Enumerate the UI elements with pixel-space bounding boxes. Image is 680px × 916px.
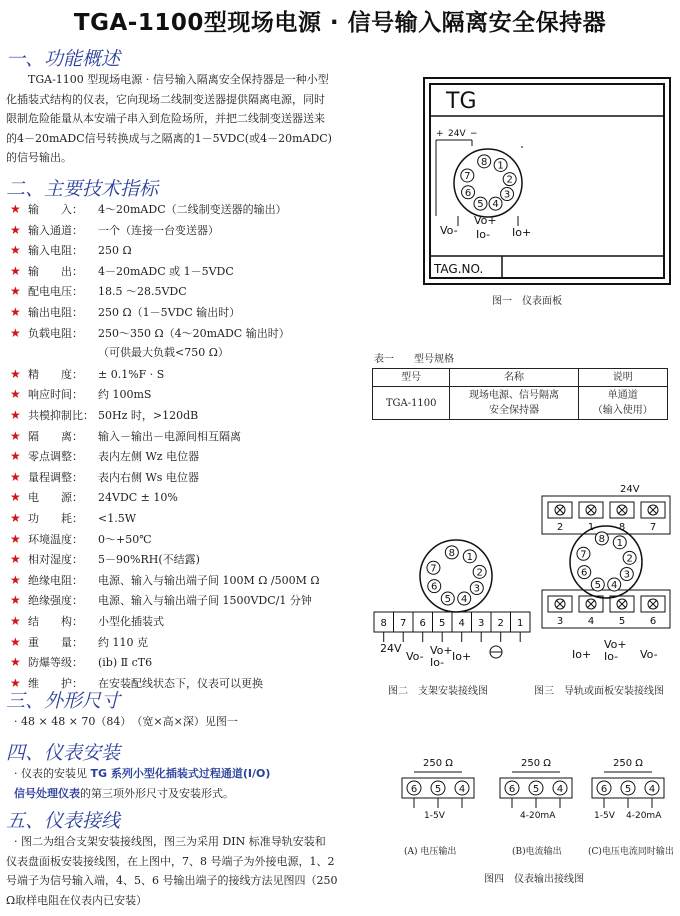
bracket-pin-number: 8: [448, 547, 456, 559]
spec-label: 重 量：: [28, 635, 83, 649]
spec-row: [10, 530, 152, 548]
rail-label-io-minus: Io-: [604, 650, 619, 663]
section-heading-specs: 二、主要技术指标: [6, 178, 159, 200]
bracket-label-24v: 24V: [380, 642, 402, 655]
spec-value: ± 0.1%F · S: [98, 367, 165, 381]
star-bullet-icon: ★: [10, 552, 21, 567]
spec-value: 电源、输入与输出端子间 100M Ω /500M Ω: [98, 573, 320, 587]
spec-label: 输入电阻：: [28, 244, 83, 258]
bracket-terminal-number: 4: [458, 618, 465, 629]
spec-label: 绝缘强度：: [28, 594, 83, 608]
spec-value: (ib) Ⅱ cT6: [98, 656, 153, 670]
spec-value: <1.5W: [98, 512, 137, 525]
table-header-note: 说明: [578, 369, 667, 387]
figure-4-output-wiring: [396, 756, 672, 826]
spec-row: [10, 324, 290, 342]
figure-4b-caption: (B)电流输出: [512, 847, 562, 857]
star-bullet-icon: ★: [10, 284, 21, 299]
bracket-label-io-plus: Io+: [452, 650, 472, 663]
install-series-link[interactable]: TG 系列小型化插装式过程通道(I/O): [90, 767, 271, 780]
spec-value: 250 Ω: [98, 244, 132, 258]
spec-label: 隔 离：: [28, 429, 83, 443]
output-diagram-current: [500, 758, 572, 821]
svg-text:6: 6: [508, 784, 516, 795]
spec-label: 输 入：: [28, 203, 83, 216]
wiring-line: 号端子为信号输入端，4、5、6 号输出端子的接线方法见图四（250: [6, 874, 338, 887]
spec-row: [10, 509, 136, 527]
spec-label: 绝缘电阻：: [28, 573, 83, 587]
figure-4c-caption: (C)电压电流同时输出: [588, 847, 674, 857]
rail-24v-label: 24V: [620, 484, 640, 495]
figure-4a-caption: (A) 电压输出: [404, 847, 457, 857]
rail-top-terminal-number: 2: [556, 522, 564, 533]
bracket-pin-ring: [427, 546, 486, 605]
star-bullet-icon: ★: [10, 593, 21, 608]
star-bullet-icon: ★: [10, 243, 21, 258]
svg-text:−: −: [470, 129, 478, 139]
rail-top-terminal-number: 8: [618, 522, 626, 533]
svg-text:4: 4: [648, 784, 656, 795]
spec-value: 在安装配线状态下，仪表可以更换: [98, 676, 263, 690]
spec-value: 电源、输入与输出端子间 1500VDC/1 分钟: [98, 594, 312, 608]
spec-row: [10, 633, 148, 651]
dimensions-text: · 48 × 48 × 70（84） （宽×高×深）见图一: [14, 715, 238, 728]
figure-1-panel: [422, 76, 674, 288]
spec-label: 共模抑制比：: [28, 409, 94, 422]
bracket-pin-number: 1: [466, 551, 473, 563]
rail-pin-number: 7: [580, 549, 587, 561]
wiring-line: 仪表盘面板安装接线图，在上图中，7、8 号端子为外接电源，1、2: [6, 854, 335, 868]
spec-row: [10, 406, 198, 424]
star-bullet-icon: ★: [10, 202, 21, 216]
panel-pin-number: 2: [506, 174, 513, 186]
panel-pin-number: 3: [503, 189, 511, 201]
svg-text:5: 5: [532, 784, 540, 795]
star-bullet-icon: ★: [10, 655, 21, 670]
rail-pin-number: 1: [616, 537, 623, 549]
spec-label: 结 构：: [28, 615, 83, 628]
install-prefix: · 仪表的安装见: [14, 767, 91, 780]
rail-pin-number: 2: [626, 553, 633, 565]
output-diagram-both: [592, 758, 664, 821]
section-heading-install: 四、仪表安装: [6, 742, 121, 764]
table-row: [373, 387, 668, 420]
overview-line: 的4－20mADC信号转换成与之隔离的1－5VDC(或4－20mADC): [6, 131, 332, 145]
svg-text:4: 4: [458, 784, 466, 795]
model-spec-table: [372, 368, 668, 420]
bracket-terminal-number: 8: [380, 618, 387, 629]
spec-value: 小型化插装式: [98, 615, 164, 628]
rail-top-terminal-number: 1: [587, 522, 595, 533]
bracket-pin-number: 7: [430, 563, 437, 575]
spec-row: [10, 612, 164, 630]
spec-row: [10, 468, 199, 486]
overview-line: 的信号输出。: [6, 151, 72, 164]
panel-pin-number: 8: [480, 156, 488, 168]
star-bullet-icon: ★: [10, 675, 21, 690]
panel-24v-label: 24V: [448, 129, 466, 139]
sample-resistor-label: 250 Ω: [423, 758, 453, 769]
table-1-caption: 表一 型号规格: [374, 354, 454, 365]
star-bullet-icon: ★: [10, 469, 21, 484]
section-heading-overview: 一、功能概述: [6, 48, 121, 70]
panel-pin-number: 5: [477, 199, 484, 211]
spec-label: 量程调整：: [28, 470, 83, 484]
spec-label: 零点调整：: [28, 450, 83, 464]
bracket-terminal-number: 1: [517, 618, 524, 629]
spec-label: 电 源：: [28, 491, 83, 505]
table-cell-name: 现场电源、信号隔离 安全保持器: [450, 387, 578, 420]
bracket-terminal-number: 7: [400, 618, 407, 629]
spec-row: [10, 571, 319, 589]
star-bullet-icon: ★: [10, 305, 21, 319]
star-bullet-icon: ★: [10, 531, 21, 546]
spec-value: 表内左侧 Wz 电位器: [98, 450, 200, 464]
overview-line: 化插装式结构的仪表，它向现场二线制变送器提供隔离电源，同时: [6, 92, 325, 106]
spec-row: [10, 385, 151, 403]
section-heading-dimensions: 三、外形尺寸: [6, 690, 121, 712]
spec-value: 5－90%RH(不结露): [98, 553, 200, 567]
rail-label-vo-minus: Vo-: [640, 648, 658, 661]
figure-2-bracket-wiring: [372, 530, 532, 680]
svg-text:5: 5: [624, 784, 632, 795]
spec-row: [10, 488, 178, 506]
spec-label: 防爆等级：: [28, 656, 83, 670]
rail-top-terminals: [548, 502, 665, 533]
rail-bottom-terminal-number: 3: [556, 616, 564, 627]
svg-text:+: +: [436, 129, 444, 139]
rail-top-terminal-number: 7: [649, 522, 657, 533]
spec-row: [10, 653, 152, 671]
bracket-pin-number: 4: [461, 594, 468, 606]
star-bullet-icon: ★: [10, 449, 21, 464]
spec-label: 维 护：: [28, 676, 83, 690]
overview-line: 限制危险能量从本安端子串入到危险场所，并把二线制变送器送来: [6, 112, 325, 125]
spec-value: 50Hz 时，>120dB: [98, 409, 199, 422]
spec-row: [10, 303, 240, 321]
bracket-terminal-number: 2: [497, 618, 504, 629]
spec-value: 24VDC ± 10%: [98, 491, 178, 505]
spec-label: 精 度：: [28, 367, 83, 381]
bracket-terminal-number: 5: [439, 618, 446, 629]
star-bullet-icon: ★: [10, 614, 21, 628]
panel-label-io-minus: Io-: [476, 228, 491, 241]
star-bullet-icon: ★: [10, 572, 21, 587]
install-series-link-cont[interactable]: 信号处理仪表: [14, 786, 80, 800]
wiring-line: Ω取样电阻在仪表内已安装）: [6, 893, 148, 907]
bracket-pin-number: 3: [473, 583, 480, 595]
svg-text:4: 4: [556, 784, 564, 795]
figure-1-caption: 图一 仪表面板: [492, 296, 562, 307]
panel-label-io-plus: Io+: [512, 226, 532, 239]
spec-row: [10, 221, 219, 239]
figure-4-caption: 图四 仪表输出接线图: [484, 874, 584, 885]
sample-resistor-label: 250 Ω: [613, 758, 643, 769]
spec-row: [10, 344, 229, 362]
spec-label: 相对湿度：: [28, 553, 83, 567]
bracket-label-vo-plus: Vo+: [430, 644, 453, 657]
output-voltage-label: 1-5V: [424, 811, 445, 821]
spec-label: 输 出：: [28, 264, 83, 278]
spec-value: 4－20mADC 或 1－5VDC: [98, 264, 234, 278]
table-cell-note: 单通道 （输入使用）: [578, 387, 667, 420]
rail-pin-number: 5: [594, 580, 601, 592]
spec-label: 响应时间：: [28, 388, 83, 402]
page-title: TGA-1100型现场电源 · 信号输入隔离安全保持器: [73, 10, 607, 36]
panel-pin-number: 1: [497, 160, 504, 172]
bracket-label-io-minus: Io-: [430, 656, 445, 669]
spec-value: 18.5 ～28.5VDC: [98, 285, 187, 299]
figure-3-rail-wiring: [540, 482, 672, 678]
spec-value: 输入－输出－电源间相互隔离: [98, 429, 241, 443]
spec-value: 约 100mS: [98, 388, 152, 402]
svg-text:5: 5: [434, 784, 442, 795]
star-bullet-icon: ★: [10, 263, 21, 278]
panel-label-vo-plus: Vo+: [474, 214, 497, 227]
rail-pin-number: 4: [611, 580, 618, 592]
star-bullet-icon: ★: [10, 428, 21, 443]
spec-label: 输出电阻：: [28, 306, 83, 319]
panel-pin-ring: [461, 155, 516, 210]
wiring-text: [6, 832, 376, 910]
spec-row: [10, 200, 287, 218]
spec-value: （可供最大负载<750 Ω）: [98, 346, 229, 360]
spec-value: 0～+50℃: [98, 532, 152, 546]
output-current-label: 4-20mA: [520, 811, 556, 821]
panel-tag-label: TAG.NO.: [434, 262, 484, 276]
spec-label: 负载电阻：: [28, 326, 83, 340]
section-heading-wiring: 五、仪表接线: [6, 810, 121, 832]
bracket-pin-number: 6: [431, 581, 438, 593]
spec-row: [10, 427, 241, 445]
star-bullet-icon: ★: [10, 387, 21, 402]
rail-pin-number: 3: [623, 569, 630, 581]
spec-row: [10, 365, 164, 383]
spec-value: 250 Ω（1－5VDC 输出时）: [98, 306, 241, 319]
spec-row: [10, 262, 234, 280]
star-bullet-icon: ★: [10, 511, 21, 525]
bracket-terminal-strip: [381, 612, 524, 642]
rail-bottom-terminal-number: 5: [618, 616, 626, 627]
bracket-terminal-number: 3: [478, 618, 485, 629]
spec-value: 约 110 克: [98, 635, 148, 649]
table-header-name: 名称: [450, 369, 578, 387]
output-diagram-voltage: [402, 758, 474, 821]
panel-pin-number: 4: [492, 199, 499, 211]
spec-row: [10, 282, 187, 300]
overview-text: [6, 70, 366, 168]
install-text: [14, 764, 374, 803]
table-cell-model: TGA-1100: [373, 387, 450, 420]
spec-value: 一个（连接一台变送器）: [98, 223, 219, 237]
spec-value: 250～350 Ω（4～20mADC 输出时）: [98, 326, 290, 340]
table-header-model: 型号: [373, 369, 450, 387]
spec-row: [10, 241, 132, 259]
bracket-pin-number: 2: [476, 567, 483, 579]
star-bullet-icon: ★: [10, 325, 21, 340]
rail-pin-number: 6: [581, 567, 588, 579]
rail-bottom-terminal-number: 6: [649, 616, 657, 627]
figure-2-caption: 图二 支架安装接线图: [388, 686, 488, 697]
svg-text:6: 6: [410, 784, 418, 795]
svg-text:6: 6: [600, 784, 608, 795]
bracket-pin-number: 5: [444, 594, 451, 606]
bracket-terminal-number: 6: [419, 618, 426, 629]
wiring-line: · 图二为组合支架安装接线图，图三为采用 DIN 标准导轨安装和: [14, 835, 326, 848]
overview-line: TGA-1100 型现场电源 · 信号输入隔离安全保持器是一种小型: [28, 73, 329, 86]
rail-label-io-plus: Io+: [572, 648, 592, 661]
install-suffix: 的第三项外形尺寸及安装形式。: [80, 786, 234, 800]
rail-pin-number: 8: [598, 533, 606, 545]
star-bullet-icon: ★: [10, 366, 21, 381]
spec-label: 环境温度：: [28, 532, 83, 546]
rail-bottom-terminal-number: 4: [587, 616, 595, 627]
spec-value: 4～20mADC（二线制变送器的输出）: [98, 203, 287, 216]
spec-label: 功 耗：: [28, 512, 83, 525]
output-both-current-label: 4-20mA: [626, 811, 662, 821]
panel-brand: TG: [446, 89, 477, 114]
star-bullet-icon: ★: [10, 408, 21, 422]
figure-3-caption: 图三 导轨或面板安装接线图: [534, 686, 664, 697]
spec-row: [10, 550, 200, 568]
spec-row: [10, 591, 312, 609]
bracket-label-vo-minus: Vo-: [406, 650, 424, 663]
spec-label: 配电电压：: [28, 285, 83, 299]
panel-pin-number: 7: [464, 170, 471, 182]
star-bullet-icon: ★: [10, 634, 21, 649]
spec-row: [10, 447, 199, 465]
rail-pin-ring: [577, 532, 636, 591]
output-both-voltage-label: 1-5V: [594, 811, 615, 821]
rail-bottom-terminals: [548, 596, 665, 627]
panel-pin-number: 6: [464, 187, 472, 199]
rail-label-vo-plus: Vo+: [604, 638, 627, 651]
star-bullet-icon: ★: [10, 490, 21, 505]
spec-value: 表内右侧 Ws 电位器: [98, 470, 199, 484]
panel-label-vo-minus: Vo-: [440, 224, 458, 237]
spec-label: 输入通道：: [28, 223, 83, 237]
sample-resistor-label: 250 Ω: [521, 758, 551, 769]
star-bullet-icon: ★: [10, 222, 21, 237]
